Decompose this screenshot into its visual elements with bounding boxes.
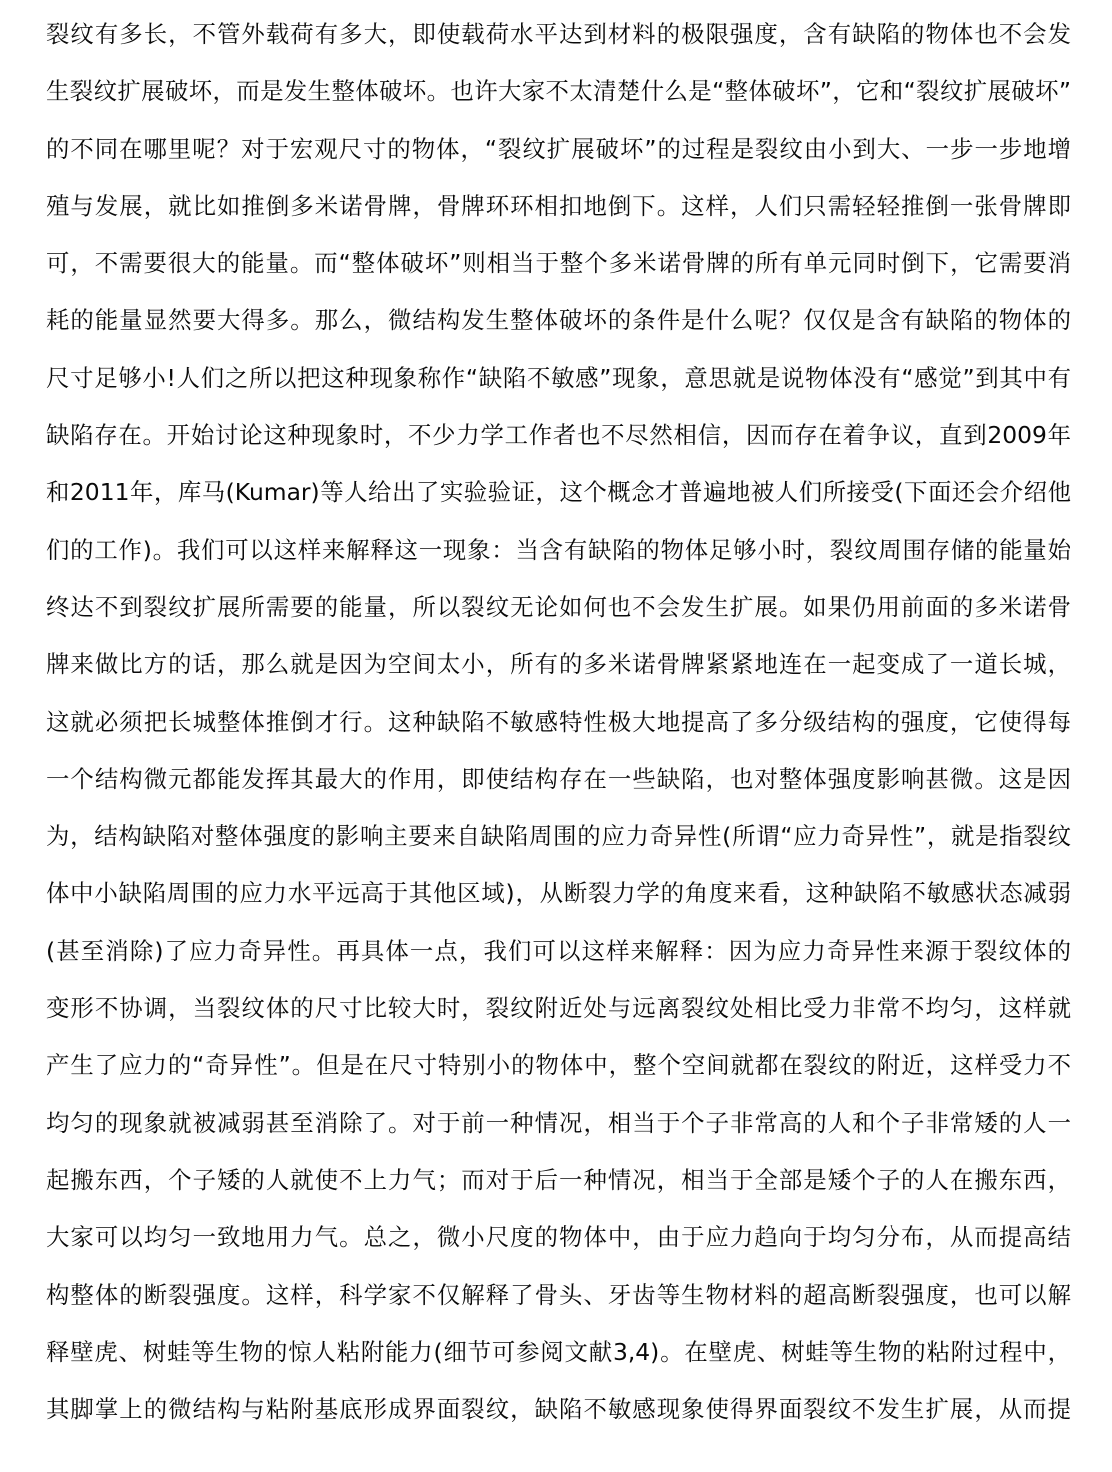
text-line: 殖与发展，就比如推倒多米诺骨牌，骨牌环环相扣地倒下。这样，人们只需轻轻推倒一张骨牌即 — [46, 191, 1071, 220]
text-line: 一个结构微元都能发挥其最大的作用，即使结构存在一些缺陷，也对整体强度影响甚微。这是因 — [46, 764, 1071, 793]
text-line: 其脚掌上的微结构与粘附基底形成界面裂纹，缺陷不敏感现象使得界面裂纹不发生扩展，从而提 — [46, 1395, 1071, 1424]
text-line: 起搬东西，个子矮的人就使不上力气；而对于后一种情况，相当于全部是矮个子的人在搬东西， — [46, 1165, 1071, 1194]
text-line: 这就必须把长城整体推倒才行。这种缺陷不敏感特性极大地提高了多分级结构的强度，它使得每 — [46, 707, 1071, 736]
text-line: 变形不协调，当裂纹体的尺寸比较大时，裂纹附近处与远离裂纹处相比受力非常不均匀，这样就 — [46, 994, 1071, 1023]
text-line: 为，结构缺陷对整体强度的影响主要来自缺陷周围的应力奇异性(所谓“应力奇异性”，就是指裂纹 — [46, 822, 1071, 851]
text-line: 均匀的现象就被减弱甚至消除了。对于前一种情况，相当于个子非常高的人和个子非常矮的人一 — [46, 1108, 1071, 1137]
text-line: 和2011年，库马(Kumar)等人给出了实验验证，这个概念才普遍地被人们所接受(下面还会介绍他 — [46, 478, 1071, 507]
body-paragraph — [46, 6, 1071, 1438]
text-line: 体中小缺陷周围的应力水平远高于其他区域)，从断裂力学的角度来看，这种缺陷不敏感状态减弱 — [46, 879, 1071, 908]
text-line: 释壁虎、树蛙等生物的惊人粘附能力(细节可参阅文献3,4)。在壁虎、树蛙等生物的粘附过程中， — [46, 1337, 1071, 1366]
text-line: 缺陷存在。开始讨论这种现象时，不少力学工作者也不尽然相信，因而存在着争议，直到2009年 — [46, 421, 1071, 450]
text-line: (甚至消除)了应力奇异性。再具体一点，我们可以这样来解释：因为应力奇异性来源于裂纹体的 — [46, 936, 1071, 965]
text-line: 产生了应力的“奇异性”。但是在尺寸特别小的物体中，整个空间就都在裂纹的附近，这样受力不 — [46, 1051, 1071, 1080]
text-line: 构整体的断裂强度。这样，科学家不仅解释了骨头、牙齿等生物材料的超高断裂强度，也可以解 — [46, 1280, 1071, 1309]
text-line: 尺寸足够小!人们之所以把这种现象称作“缺陷不敏感”现象，意思就是说物体没有“感觉”到其中有 — [46, 363, 1071, 392]
text-line: 的不同在哪里呢？对于宏观尺寸的物体，“裂纹扩展破坏”的过程是裂纹由小到大、一步一步地增 — [46, 134, 1071, 163]
text-line: 可，不需要很大的能量。而“整体破坏”则相当于整个多米诺骨牌的所有单元同时倒下，它需要消 — [46, 249, 1071, 278]
text-line: 生裂纹扩展破坏，而是发生整体破坏。也许大家不太清楚什么是“整体破坏”，它和“裂纹扩展破坏” — [46, 77, 1071, 106]
text-line: 们的工作)。我们可以这样来解释这一现象：当含有缺陷的物体足够小时，裂纹周围存储的能量始 — [46, 535, 1071, 564]
text-line: 大家可以均匀一致地用力气。总之，微小尺度的物体中，由于应力趋向于均匀分布，从而提高结 — [46, 1223, 1071, 1252]
text-line: 裂纹有多长，不管外载荷有多大，即使载荷水平达到材料的极限强度，含有缺陷的物体也不会发 — [46, 20, 1071, 48]
text-line: 耗的能量显然要大得多。那么，微结构发生整体破坏的条件是什么呢？仅仅是含有缺陷的物体的 — [46, 306, 1071, 335]
text-line: 终达不到裂纹扩展所需要的能量，所以裂纹无论如何也不会发生扩展。如果仍用前面的多米诺骨 — [46, 592, 1071, 621]
text-line: 牌来做比方的话，那么就是因为空间太小，所有的多米诺骨牌紧紧地连在一起变成了一道长城， — [46, 650, 1071, 679]
